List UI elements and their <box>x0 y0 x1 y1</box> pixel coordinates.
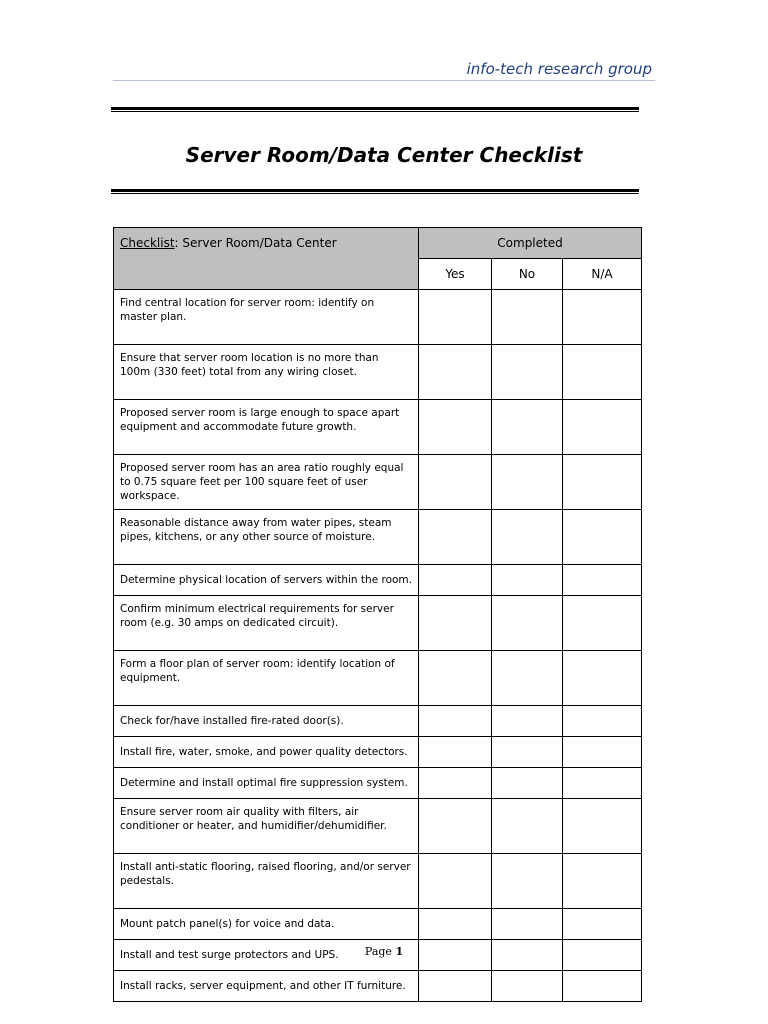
na-cell[interactable] <box>563 400 642 455</box>
yes-cell[interactable] <box>419 909 492 940</box>
na-cell[interactable] <box>563 290 642 345</box>
table-row <box>114 737 642 768</box>
column-no: No <box>492 259 563 290</box>
brand-name: info-tech research group <box>466 60 652 78</box>
table-row <box>114 799 642 854</box>
table-row <box>114 565 642 596</box>
column-na: N/A <box>563 259 642 290</box>
checklist-item: Ensure that server room location is no more than 100m (330 feet) total from any wiring closet. <box>114 345 419 400</box>
na-cell[interactable] <box>563 909 642 940</box>
na-cell[interactable] <box>563 854 642 909</box>
no-cell[interactable] <box>492 345 563 400</box>
na-cell[interactable] <box>563 768 642 799</box>
checklist-label: Checklist <box>120 236 175 250</box>
page-footer <box>0 945 768 958</box>
checklist-item: Determine and install optimal fire suppression system. <box>114 768 419 799</box>
yes-cell[interactable] <box>419 290 492 345</box>
no-cell[interactable] <box>492 706 563 737</box>
title-rule-bottom <box>111 189 639 194</box>
checklist-item: Proposed server room is large enough to space apart equipment and accommodate future growth. <box>114 400 419 455</box>
na-cell[interactable] <box>563 737 642 768</box>
checklist-item: Determine physical location of servers within the room. <box>114 565 419 596</box>
checklist-item: Install fire, water, smoke, and power quality detectors. <box>114 737 419 768</box>
checklist-table <box>113 227 642 1002</box>
table-row <box>114 971 642 1002</box>
yes-cell[interactable] <box>419 345 492 400</box>
table-row <box>114 510 642 565</box>
checklist-item: Form a floor plan of server room: identify location of equipment. <box>114 651 419 706</box>
na-cell[interactable] <box>563 565 642 596</box>
table-row <box>114 854 642 909</box>
yes-cell[interactable] <box>419 737 492 768</box>
na-cell[interactable] <box>563 706 642 737</box>
table-row <box>114 290 642 345</box>
yes-cell[interactable] <box>419 971 492 1002</box>
na-cell[interactable] <box>563 971 642 1002</box>
no-cell[interactable] <box>492 290 563 345</box>
title-rule-top <box>111 107 639 112</box>
table-row <box>114 596 642 651</box>
yes-cell[interactable] <box>419 799 492 854</box>
yes-cell[interactable] <box>419 706 492 737</box>
no-cell[interactable] <box>492 737 563 768</box>
yes-cell[interactable] <box>419 510 492 565</box>
na-cell[interactable] <box>563 455 642 510</box>
table-row <box>114 706 642 737</box>
na-cell[interactable] <box>563 345 642 400</box>
no-cell[interactable] <box>492 768 563 799</box>
column-yes: Yes <box>419 259 492 290</box>
no-cell[interactable] <box>492 854 563 909</box>
checklist-item: Mount patch panel(s) for voice and data. <box>114 909 419 940</box>
yes-cell[interactable] <box>419 565 492 596</box>
page-number: 1 <box>395 945 404 958</box>
no-cell[interactable] <box>492 909 563 940</box>
yes-cell[interactable] <box>419 596 492 651</box>
na-cell[interactable] <box>563 651 642 706</box>
table-row <box>114 345 642 400</box>
na-cell[interactable] <box>563 510 642 565</box>
page-title: Server Room/Data Center Checklist <box>185 143 583 167</box>
yes-cell[interactable] <box>419 651 492 706</box>
brand-divider <box>113 80 655 81</box>
checklist-item: Check for/have installed fire-rated door(s). <box>114 706 419 737</box>
na-cell[interactable] <box>563 596 642 651</box>
yes-cell[interactable] <box>419 768 492 799</box>
table-row <box>114 909 642 940</box>
no-cell[interactable] <box>492 510 563 565</box>
checklist-item: Find central location for server room: identify on master plan. <box>114 290 419 345</box>
completed-header: Completed <box>419 228 642 259</box>
checklist-header <box>114 228 419 290</box>
checklist-item: Install racks, server equipment, and other IT furniture. <box>114 971 419 1002</box>
checklist-item: Ensure server room air quality with filters, air conditioner or heater, and humidifier/dehumidifier. <box>114 799 419 854</box>
no-cell[interactable] <box>492 596 563 651</box>
na-cell[interactable] <box>563 799 642 854</box>
no-cell[interactable] <box>492 565 563 596</box>
checklist-item: Confirm minimum electrical requirements for server room (e.g. 30 amps on dedicated circuit). <box>114 596 419 651</box>
checklist-item: Reasonable distance away from water pipes, steam pipes, kitchens, or any other source of moisture. <box>114 510 419 565</box>
table-row <box>114 768 642 799</box>
yes-cell[interactable] <box>419 400 492 455</box>
table-row <box>114 455 642 510</box>
checklist-item: Install anti-static flooring, raised flooring, and/or server pedestals. <box>114 854 419 909</box>
checklist-subject: : Server Room/Data Center <box>174 236 337 250</box>
yes-cell[interactable] <box>419 455 492 510</box>
page-label: Page <box>364 945 392 958</box>
table-row <box>114 651 642 706</box>
table-row <box>114 400 642 455</box>
no-cell[interactable] <box>492 971 563 1002</box>
checklist-item: Proposed server room has an area ratio roughly equal to 0.75 square feet per 100 square feet of user workspace. <box>114 455 419 510</box>
no-cell[interactable] <box>492 651 563 706</box>
yes-cell[interactable] <box>419 854 492 909</box>
no-cell[interactable] <box>492 400 563 455</box>
no-cell[interactable] <box>492 799 563 854</box>
no-cell[interactable] <box>492 455 563 510</box>
checklist-item: Install and test surge protectors and UPS. <box>114 940 419 971</box>
